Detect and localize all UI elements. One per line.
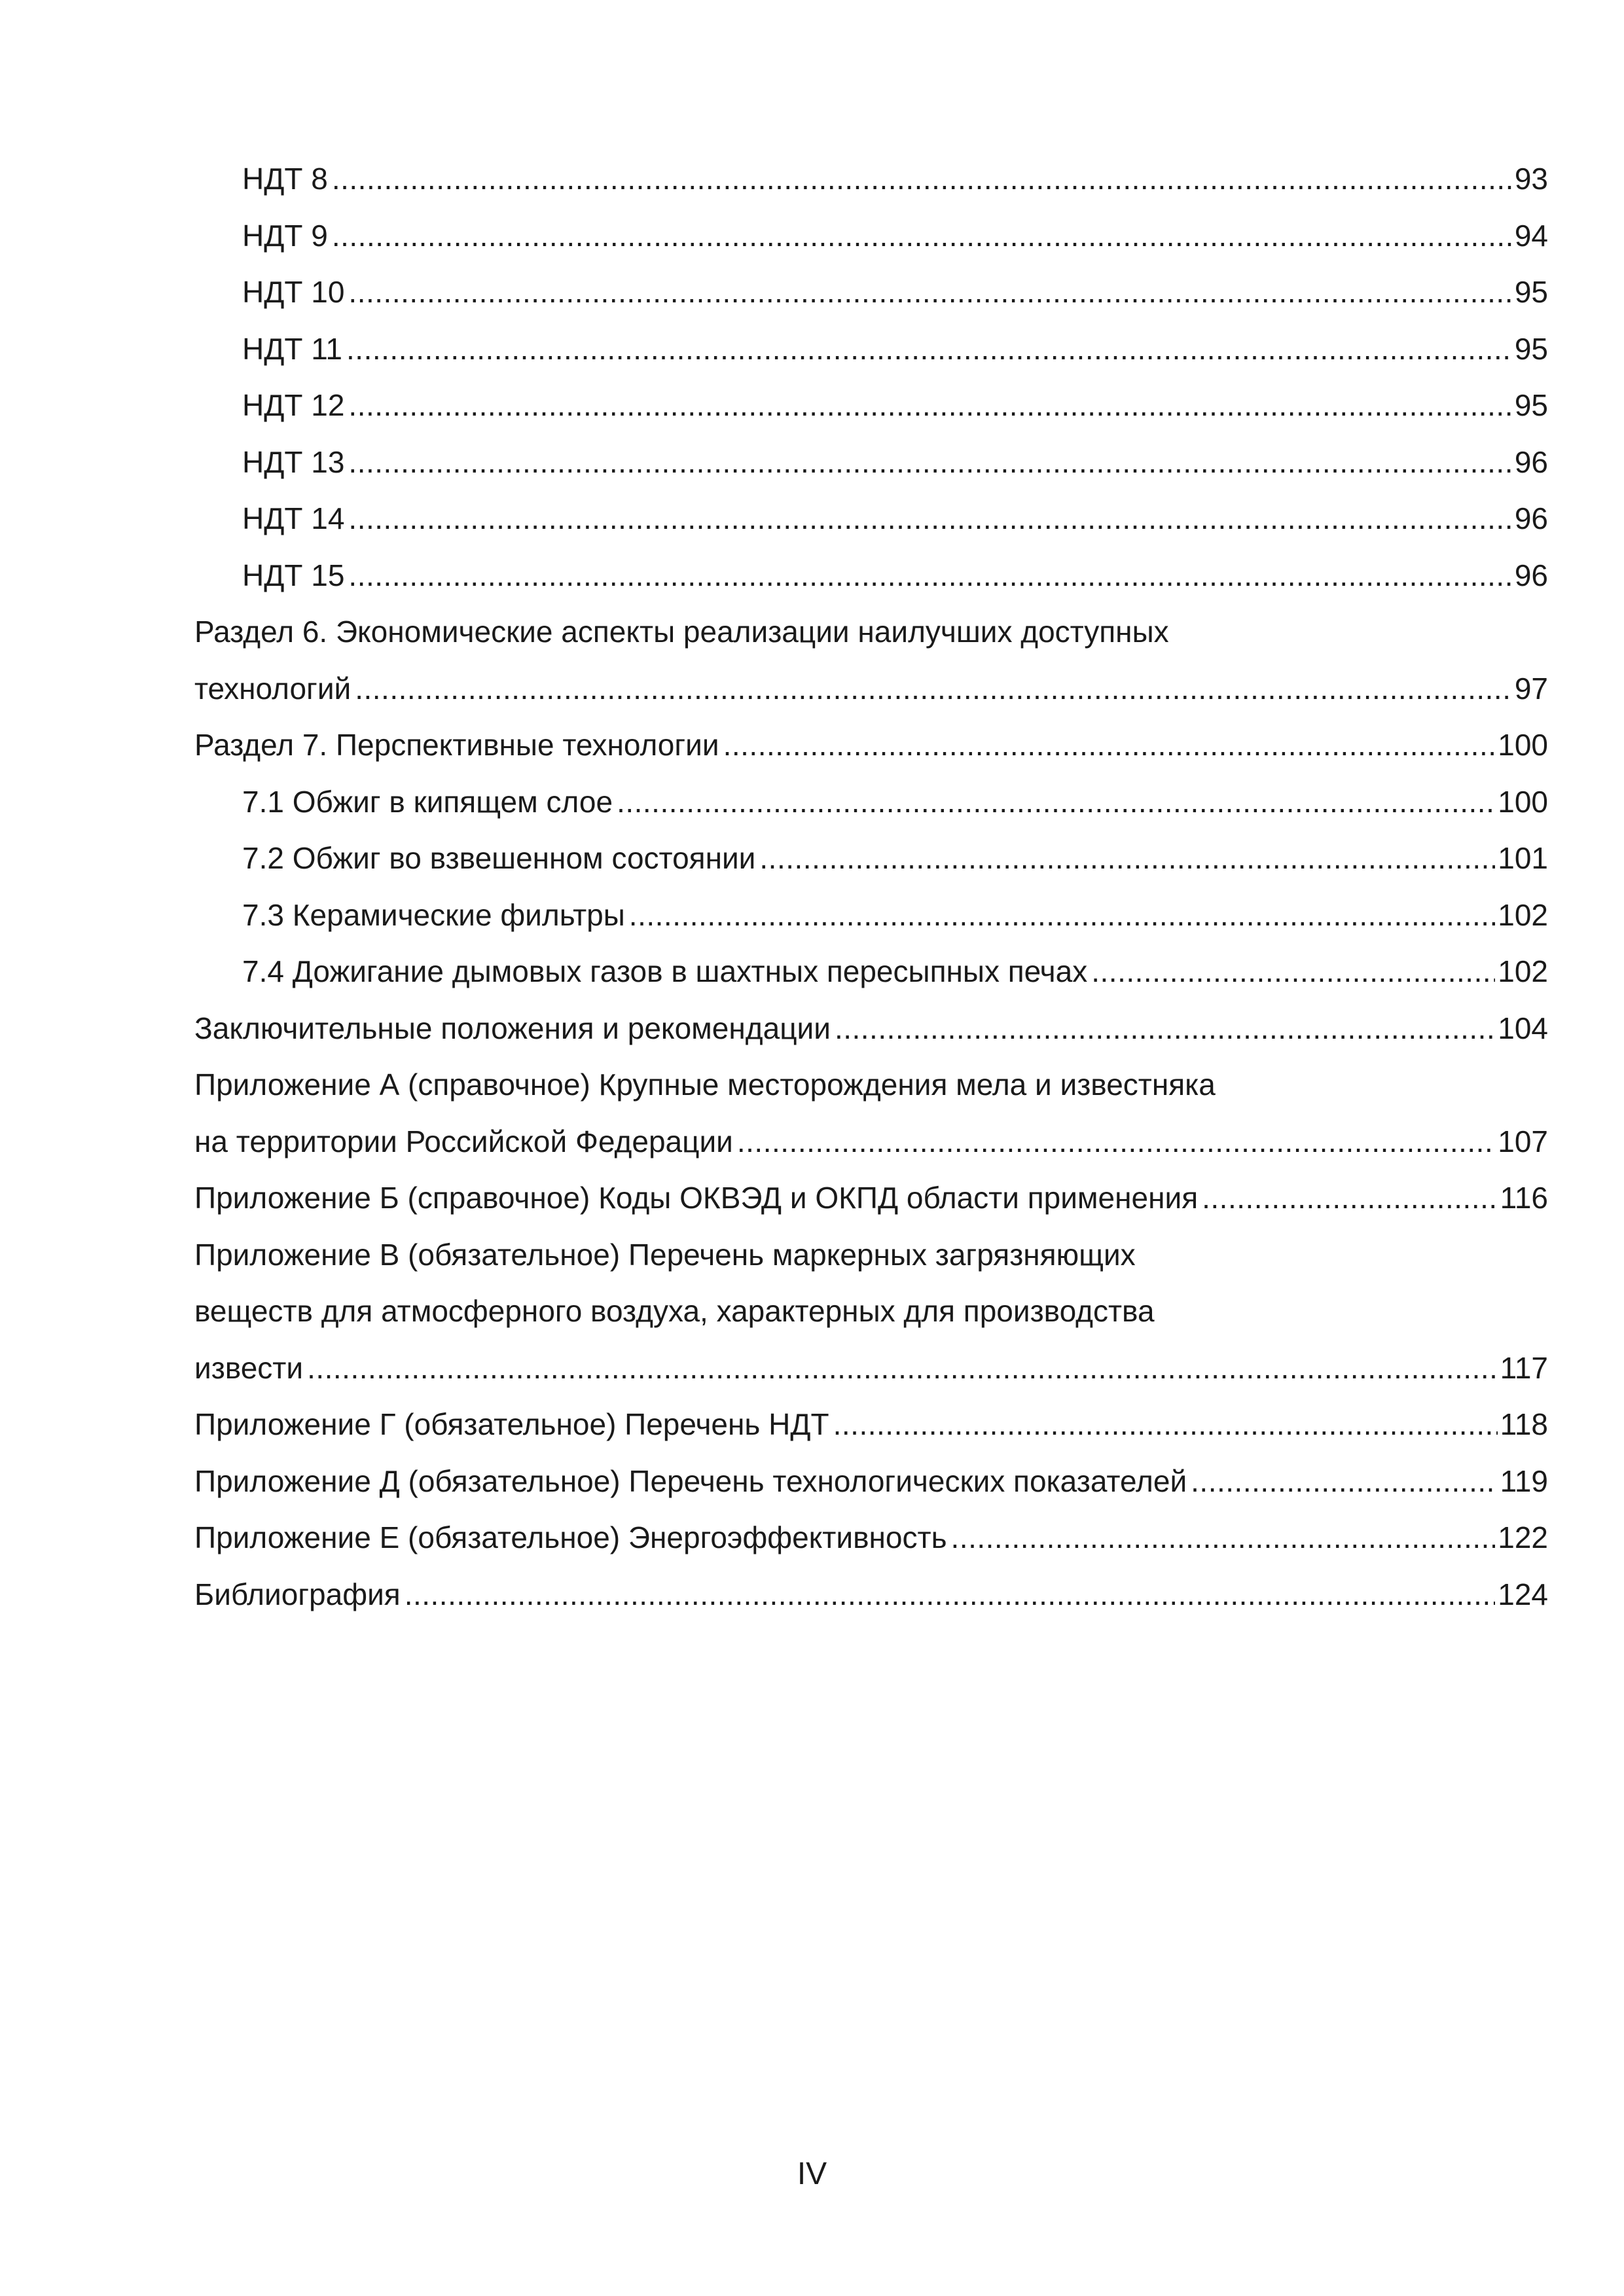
- toc-entry[interactable]: [194, 887, 1548, 944]
- toc-entry-title: Библиография: [194, 1577, 401, 1611]
- toc-dot-leader: [348, 377, 1511, 434]
- toc-entry[interactable]: [194, 1396, 1548, 1453]
- toc-entry-page: 119: [1500, 1463, 1548, 1498]
- table-of-contents: [194, 151, 1548, 1623]
- toc-dot-leader: [348, 434, 1511, 491]
- toc-dot-leader: [723, 717, 1496, 774]
- toc-entry-title: НДТ 10: [242, 275, 345, 309]
- toc-entry[interactable]: [194, 1509, 1548, 1566]
- toc-dot-leader: [332, 207, 1512, 264]
- toc-entry-page: 102: [1498, 954, 1548, 988]
- page-number: IV: [797, 2157, 827, 2191]
- toc-dot-leader: [1091, 943, 1495, 1000]
- toc-entry-title: НДТ 14: [242, 501, 345, 535]
- toc-entry[interactable]: [194, 1056, 1548, 1113]
- toc-entry-page: 93: [1514, 162, 1548, 196]
- toc-entry[interactable]: [194, 1170, 1548, 1227]
- toc-entry[interactable]: [194, 717, 1548, 774]
- toc-entry-title: НДТ 15: [242, 558, 345, 592]
- toc-entry[interactable]: [194, 603, 1548, 660]
- toc-dot-leader: [1202, 1170, 1498, 1227]
- toc-entry-title: веществ для атмосферного воздуха, характерных для производства: [194, 1294, 1155, 1328]
- toc-entry-page: 122: [1498, 1520, 1548, 1554]
- toc-entry-page: 96: [1514, 444, 1548, 479]
- toc-entry-page: 117: [1500, 1350, 1548, 1385]
- toc-entry-page: 118: [1500, 1407, 1548, 1441]
- toc-dot-leader: [348, 490, 1511, 547]
- toc-entry-title: Приложение Д (обязательное) Перечень технологических показателей: [194, 1463, 1187, 1498]
- toc-entry-page: 96: [1514, 501, 1548, 535]
- toc-entry-page: 104: [1498, 1011, 1548, 1045]
- toc-entry-title: НДТ 13: [242, 444, 345, 479]
- toc-entry-title: технологий: [194, 671, 352, 706]
- toc-dot-leader: [348, 547, 1511, 604]
- toc-entry[interactable]: [194, 151, 1548, 207]
- toc-dot-leader: [617, 774, 1495, 831]
- toc-entry[interactable]: [194, 1000, 1548, 1057]
- toc-dot-leader: [332, 151, 1512, 207]
- toc-entry-page: 94: [1514, 218, 1548, 253]
- toc-entry-title: Приложение Е (обязательное) Энергоэффективность: [194, 1520, 947, 1554]
- toc-entry-page: 96: [1514, 558, 1548, 592]
- toc-dot-leader: [835, 1000, 1495, 1057]
- toc-dot-leader: [355, 660, 1512, 717]
- toc-entry[interactable]: [194, 830, 1548, 887]
- toc-entry-title: НДТ 11: [242, 331, 343, 366]
- toc-entry[interactable]: [194, 943, 1548, 1000]
- toc-dot-leader: [1191, 1453, 1498, 1510]
- toc-dot-leader: [833, 1396, 1498, 1453]
- toc-dot-leader: [348, 264, 1511, 321]
- toc-entry-title: 7.3 Керамические фильтры: [242, 897, 625, 932]
- toc-entry-title: НДТ 12: [242, 388, 345, 422]
- toc-entry-title: НДТ 8: [242, 162, 328, 196]
- toc-entry[interactable]: [194, 1227, 1548, 1283]
- toc-dot-leader: [346, 321, 1512, 378]
- toc-entry-page: 95: [1514, 331, 1548, 366]
- toc-entry-title: на территории Российской Федерации: [194, 1124, 733, 1158]
- toc-entry[interactable]: [194, 774, 1548, 831]
- toc-entry-page: 116: [1500, 1181, 1548, 1215]
- toc-entry-title: 7.2 Обжиг во взвешенном состоянии: [242, 841, 756, 875]
- toc-entry-page: 107: [1498, 1124, 1548, 1158]
- toc-dot-leader: [951, 1509, 1496, 1566]
- toc-entry-title: Заключительные положения и рекомендации: [194, 1011, 831, 1045]
- toc-entry[interactable]: [194, 377, 1548, 434]
- toc-entry-title: Раздел 7. Перспективные технологии: [194, 728, 719, 762]
- toc-entry-title: НДТ 9: [242, 218, 328, 253]
- toc-entry-title: Приложение Б (справочное) Коды ОКВЭД и ОКПД области применения: [194, 1181, 1199, 1215]
- toc-entry[interactable]: [194, 321, 1548, 378]
- toc-entry-title: Приложение Г (обязательное) Перечень НДТ: [194, 1407, 829, 1441]
- toc-dot-leader: [629, 887, 1495, 944]
- toc-entry-title: Раздел 6. Экономические аспекты реализации наилучших доступных: [194, 615, 1169, 649]
- toc-entry[interactable]: [194, 1453, 1548, 1510]
- toc-entry-page: 97: [1514, 671, 1548, 706]
- toc-entry[interactable]: [194, 660, 1548, 717]
- toc-entry-page: 95: [1514, 275, 1548, 309]
- toc-entry-page: 100: [1498, 728, 1548, 762]
- toc-entry-page: 124: [1498, 1577, 1548, 1611]
- toc-entry-page: 95: [1514, 388, 1548, 422]
- toc-entry[interactable]: [194, 1340, 1548, 1397]
- toc-entry[interactable]: [194, 1566, 1548, 1623]
- toc-entry-title: Приложение А (справочное) Крупные месторождения мела и известняка: [194, 1067, 1216, 1102]
- toc-entry[interactable]: [194, 490, 1548, 547]
- toc-entry-title: Приложение В (обязательное) Перечень маркерных загрязняющих: [194, 1237, 1136, 1272]
- toc-entry-page: 100: [1498, 784, 1548, 819]
- toc-dot-leader: [737, 1113, 1495, 1170]
- toc-entry[interactable]: [194, 207, 1548, 264]
- toc-dot-leader: [759, 830, 1495, 887]
- toc-entry[interactable]: [194, 1113, 1548, 1170]
- toc-entry[interactable]: [194, 547, 1548, 604]
- toc-entry[interactable]: [194, 264, 1548, 321]
- toc-dot-leader: [307, 1340, 1498, 1397]
- toc-entry-page: 102: [1498, 897, 1548, 932]
- toc-entry-title: 7.4 Дожигание дымовых газов в шахтных пересыпных печах: [242, 954, 1088, 988]
- toc-entry[interactable]: [194, 434, 1548, 491]
- toc-entry-page: 101: [1498, 841, 1548, 875]
- toc-entry[interactable]: [194, 1283, 1548, 1340]
- toc-entry-title: извести: [194, 1350, 304, 1385]
- toc-dot-leader: [405, 1566, 1496, 1623]
- toc-entry-title: 7.1 Обжиг в кипящем слое: [242, 784, 613, 819]
